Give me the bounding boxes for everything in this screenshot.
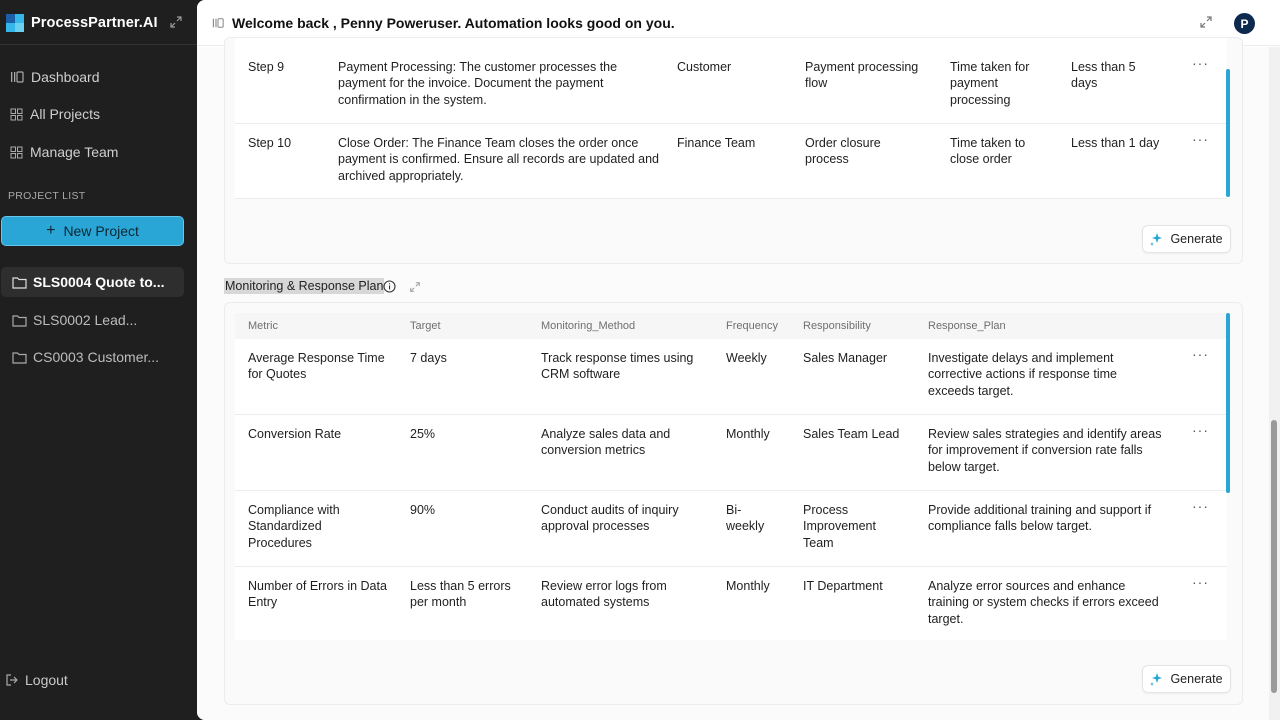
table-scrollbar[interactable] bbox=[1226, 69, 1230, 197]
metric-cell: Number of Errors in Data Entry bbox=[248, 579, 387, 610]
row-more-button[interactable]: ··· bbox=[1192, 346, 1209, 362]
brand-name: ProcessPartner.AI bbox=[31, 15, 158, 31]
row-more-button[interactable]: ··· bbox=[1192, 574, 1209, 590]
target-cell: 25% bbox=[410, 427, 436, 441]
folder-icon bbox=[12, 314, 27, 327]
responsibility-cell: Process Improvement Team bbox=[803, 503, 876, 550]
frequency-cell: Bi-weekly bbox=[726, 503, 765, 534]
folder-icon bbox=[12, 276, 27, 289]
column-header: Monitoring_Method bbox=[541, 320, 636, 332]
project-item-cs0003[interactable] bbox=[1, 342, 184, 372]
info-icon[interactable] bbox=[383, 280, 396, 298]
method-cell: Analyze sales data and conversion metrics bbox=[541, 427, 671, 458]
project-item-label: CS0003 Customer... bbox=[33, 349, 160, 365]
target-cell: 7 days bbox=[410, 351, 447, 365]
brand[interactable] bbox=[6, 12, 191, 34]
metric-cell: Time taken for payment processing bbox=[950, 60, 1030, 107]
responsibility-cell: Sales Manager bbox=[803, 351, 888, 365]
new-project-button[interactable] bbox=[1, 216, 184, 246]
step-cell: Step 9 bbox=[248, 60, 285, 74]
metric-cell: Time taken to close order bbox=[950, 136, 1026, 167]
nav-dashboard[interactable] bbox=[10, 65, 185, 89]
new-project-label: New Project bbox=[63, 223, 139, 239]
main-panel bbox=[197, 0, 1280, 720]
generate-button[interactable] bbox=[1142, 225, 1231, 253]
project-item-label: SLS0004 Quote to... bbox=[33, 274, 165, 290]
user-avatar[interactable]: P bbox=[1234, 13, 1255, 34]
expand-icon[interactable] bbox=[409, 280, 421, 298]
logout-label: Logout bbox=[25, 672, 68, 688]
table-row bbox=[235, 124, 1227, 199]
method-cell: Conduct audits of inquiry approval processes bbox=[541, 503, 679, 534]
project-list-label: PROJECT LIST bbox=[8, 190, 86, 202]
column-header: Target bbox=[410, 320, 441, 332]
response-plan-cell: Analyze error sources and enhance training or system checks if errors exceed target. bbox=[928, 579, 1159, 626]
generate-button[interactable] bbox=[1142, 665, 1231, 693]
nav-all-projects[interactable] bbox=[10, 102, 185, 126]
flow-cell: Order closure process bbox=[805, 136, 881, 167]
project-item-sls0004[interactable] bbox=[1, 267, 184, 297]
owner-cell: Customer bbox=[677, 60, 732, 74]
row-more-button[interactable]: ··· bbox=[1192, 498, 1209, 514]
response-plan-cell: Review sales strategies and identify areas for improvement if conversion rate falls below target. bbox=[928, 427, 1162, 474]
target-cell: Less than 5 errors per month bbox=[410, 579, 511, 610]
process-steps-table bbox=[235, 38, 1227, 198]
monitoring-card bbox=[224, 302, 1243, 705]
project-item-sls0002[interactable] bbox=[1, 305, 184, 335]
responsibility-cell: IT Department bbox=[803, 579, 883, 593]
folder-icon bbox=[12, 351, 27, 364]
logout-button[interactable] bbox=[5, 672, 68, 688]
column-header: Metric bbox=[248, 320, 278, 332]
response-plan-cell: Investigate delays and implement corrective actions if response time exceeds target. bbox=[928, 351, 1117, 398]
target-cell: Less than 5 days bbox=[1071, 60, 1136, 91]
grid-icon bbox=[10, 108, 23, 121]
page-scrollbar[interactable] bbox=[1269, 47, 1280, 720]
frequency-cell: Monthly bbox=[726, 427, 770, 441]
table-row bbox=[235, 339, 1227, 415]
sparkle-icon bbox=[1150, 672, 1164, 686]
description-cell: Close Order: The Finance Team closes the order once payment is confirmed. Ensure all records are updated and archived appropriately. bbox=[338, 136, 660, 183]
monitoring-table bbox=[235, 313, 1227, 640]
content-area bbox=[197, 47, 1280, 720]
generate-label: Generate bbox=[1170, 232, 1223, 246]
table-scrollbar[interactable] bbox=[1226, 313, 1230, 493]
owner-cell: Finance Team bbox=[677, 136, 756, 150]
logout-icon bbox=[5, 673, 19, 687]
table-row bbox=[235, 567, 1227, 643]
welcome-message: Welcome back , Penny Poweruser. Automation looks good on you. bbox=[232, 15, 675, 31]
column-header: Frequency bbox=[726, 320, 778, 332]
flow-cell: Payment processing flow bbox=[805, 60, 919, 91]
sidebar bbox=[0, 0, 197, 720]
target-cell: Less than 1 day bbox=[1071, 136, 1160, 150]
page-scrollbar-thumb[interactable] bbox=[1271, 420, 1277, 693]
table-row bbox=[235, 491, 1227, 567]
sidebar-toggle-icon[interactable] bbox=[212, 16, 224, 34]
row-more-button[interactable]: ··· bbox=[1192, 422, 1209, 438]
grid-icon bbox=[10, 146, 23, 159]
sidebar-panel-icon bbox=[10, 70, 24, 84]
column-header: Response_Plan bbox=[928, 320, 1006, 332]
generate-label: Generate bbox=[1170, 672, 1223, 686]
process-steps-card bbox=[224, 37, 1243, 264]
table-row bbox=[235, 415, 1227, 491]
row-more-button[interactable]: ··· bbox=[1192, 55, 1209, 71]
frequency-cell: Monthly bbox=[726, 579, 770, 593]
metric-cell: Conversion Rate bbox=[248, 427, 342, 441]
sidebar-divider bbox=[0, 44, 197, 45]
description-cell: Payment Processing: The customer processes the payment for the invoice. Document the payment confirmation in the system. bbox=[338, 60, 618, 107]
target-cell: 90% bbox=[410, 503, 436, 517]
plus-icon: + bbox=[46, 222, 56, 239]
column-header: Responsibility bbox=[803, 320, 871, 332]
project-item-label: SLS0002 Lead... bbox=[33, 312, 138, 328]
row-more-button[interactable]: ··· bbox=[1192, 131, 1209, 147]
frequency-cell: Weekly bbox=[726, 351, 767, 365]
expand-icon[interactable] bbox=[1199, 15, 1213, 34]
nav-manage-team[interactable] bbox=[10, 140, 185, 164]
nav-all-projects-label: All Projects bbox=[30, 106, 101, 122]
method-cell: Review error logs from automated systems bbox=[541, 579, 667, 610]
method-cell: Track response times using CRM software bbox=[541, 351, 694, 382]
responsibility-cell: Sales Team Lead bbox=[803, 427, 900, 441]
section-title: Monitoring & Response Plan bbox=[225, 279, 384, 293]
nav-manage-team-label: Manage Team bbox=[30, 144, 119, 160]
nav-dashboard-label: Dashboard bbox=[31, 69, 100, 85]
table-header bbox=[235, 313, 1227, 339]
expand-icon[interactable] bbox=[169, 15, 183, 29]
sparkle-icon bbox=[1150, 232, 1164, 246]
metric-cell: Compliance with Standardized Procedures bbox=[248, 503, 340, 550]
step-cell: Step 10 bbox=[248, 136, 292, 150]
table-row bbox=[235, 38, 1227, 124]
response-plan-cell: Provide additional training and support if compliance falls below target. bbox=[928, 503, 1152, 534]
brand-logo bbox=[6, 14, 24, 32]
metric-cell: Average Response Time for Quotes bbox=[248, 351, 385, 382]
